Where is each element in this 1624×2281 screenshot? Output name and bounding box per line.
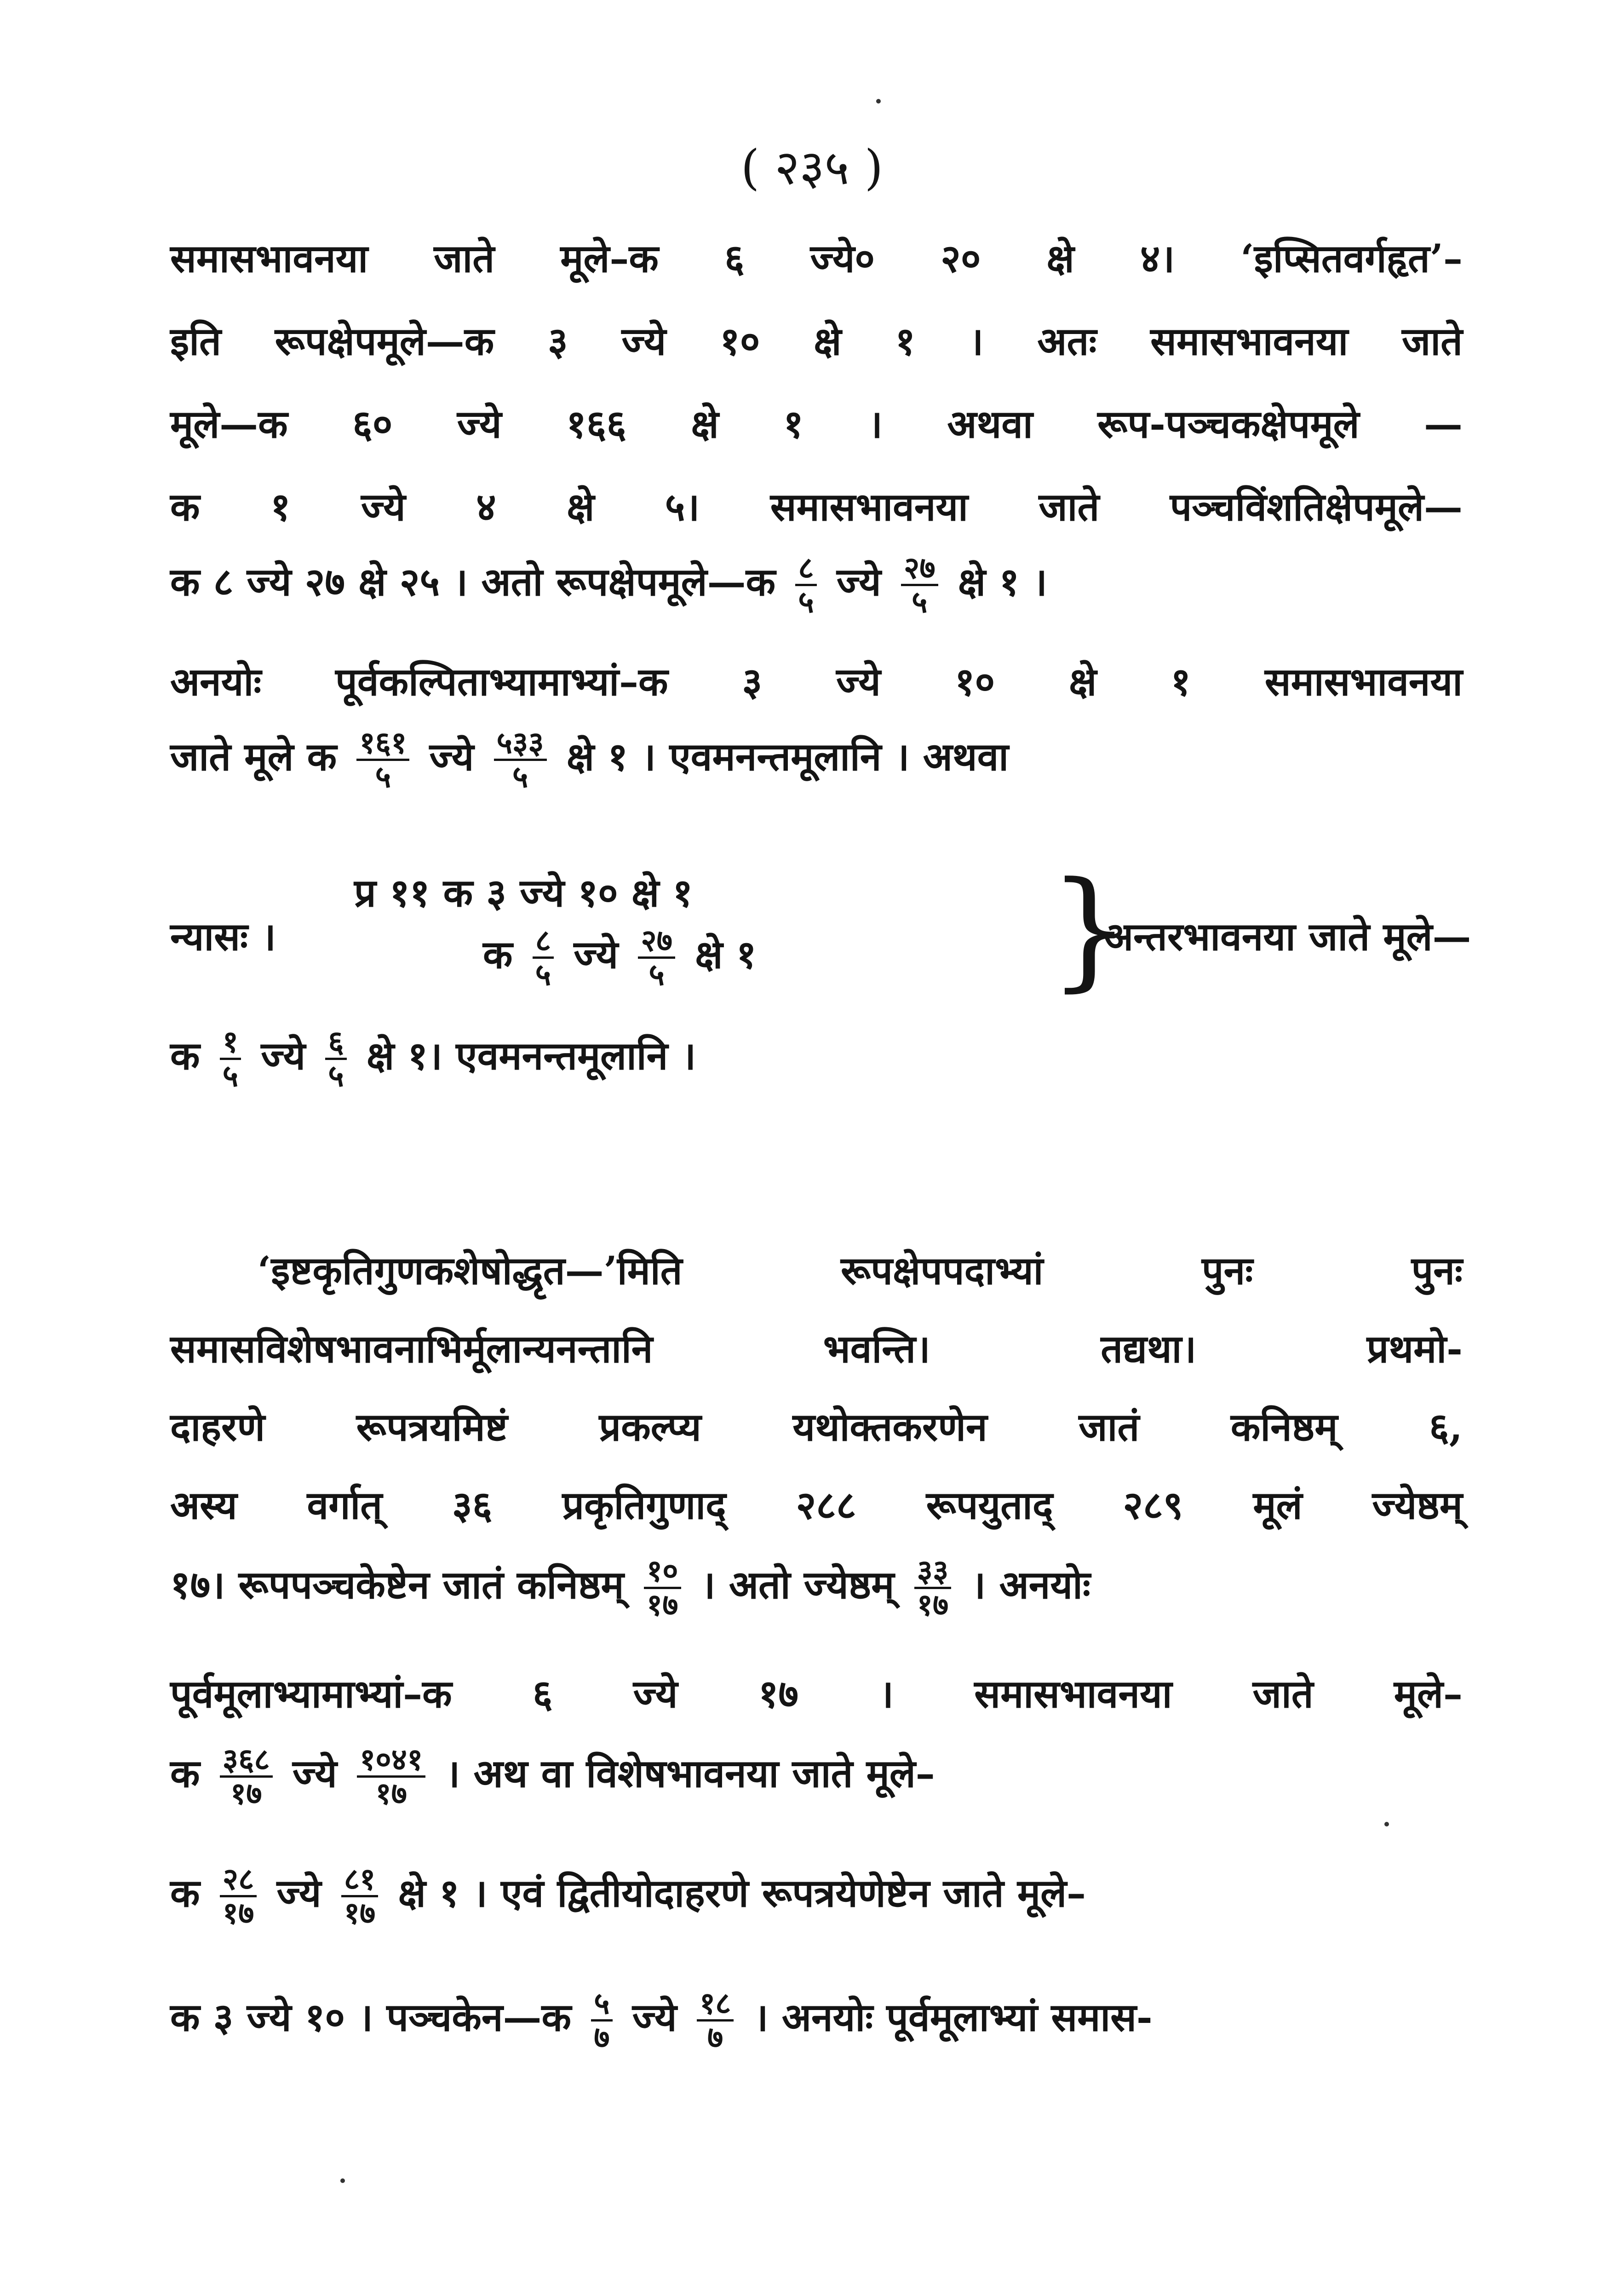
text-segment: क (170, 1032, 200, 1078)
nyasa-block (170, 854, 1471, 1004)
speck-mark (340, 2178, 345, 2183)
denominator: १७ (344, 1895, 376, 1931)
denominator: ५ (798, 584, 814, 620)
fraction (533, 922, 554, 993)
fraction (341, 1863, 379, 1930)
numerator: १८ (697, 1987, 734, 2022)
numerator: ३६८ (220, 1744, 273, 1778)
numerator: २८ (220, 1863, 257, 1897)
denominator: ५ (328, 1058, 344, 1094)
text-segment: ज्ये (292, 1750, 337, 1796)
speck-mark (876, 99, 881, 104)
text-line-with-fractions (170, 1741, 1463, 1812)
denominator: १७ (646, 1587, 678, 1623)
fraction (357, 1741, 425, 1812)
text-segment: १७। रूपपञ्चकेष्टेन जातं कनिष्ठम् (170, 1561, 624, 1607)
text-segment: क ३ ज्ये १० । पञ्चकेन—क (170, 1994, 571, 2040)
fraction (638, 922, 675, 993)
denominator: १७ (917, 1587, 949, 1623)
text-segment: क (170, 1870, 200, 1916)
text-segment: क्षे १ (695, 931, 757, 977)
text-segment: ज्ये (574, 931, 619, 977)
numerator: ८ (795, 552, 816, 586)
numerator: ३३ (914, 1555, 952, 1589)
fraction (901, 552, 938, 618)
text-line: मूले—क ६० ज्ये १६६ क्षे १ । अथवा रूप-पञ्चकक्षेपमूले — (170, 401, 1463, 447)
numerator: ५३३ (494, 727, 547, 761)
text-line: समासविशेषभावनाभिर्मूलान्यनन्तानि भवन्ति। तद्यथा। प्रथमो- (170, 1326, 1463, 1371)
text-line-with-fractions (170, 1863, 1463, 1930)
nyasa-label: न्यासः । (170, 914, 276, 959)
numerator: २७ (638, 925, 675, 959)
denominator: ५ (512, 759, 528, 795)
fraction (914, 1555, 952, 1621)
denominator: ५ (535, 956, 551, 993)
numerator: २७ (901, 552, 938, 586)
text-segment: । अनयोः पूर्वमूलाभ्यां समास- (753, 1994, 1153, 2040)
text-segment: । अतो ज्येष्ठम् (700, 1561, 895, 1607)
fraction (644, 1555, 681, 1621)
text-line: अस्य वर्गात् ३६ प्रकृतिगुणाद् २८८ रूपयुताद् २८९ मूलं ज्येष्ठम् (170, 1482, 1463, 1528)
text-segment: । अथ वा विशेषभावनया जाते मूले– (445, 1750, 935, 1796)
speck-mark (1384, 1822, 1389, 1826)
denominator: ७ (707, 2019, 723, 2056)
text-line: अनयोः पूर्वकल्पिताभ्यामाभ्यां–क ३ ज्ये १० क्षे १ समासभावनया (170, 659, 1463, 704)
denominator: ५ (375, 759, 391, 795)
fraction (220, 1863, 257, 1930)
text-segment: ज्ये (632, 1994, 677, 2040)
text-line: पूर्वमूलाभ्यामाभ्यां–क ६ ज्ये १७ । समासभावनया जाते मूले– (170, 1671, 1463, 1717)
numerator: ६ (325, 1026, 346, 1060)
text-segment: क्षे १ । (958, 559, 1048, 605)
numerator: १० (644, 1555, 681, 1589)
fraction (591, 1987, 612, 2054)
nyasa-row (483, 922, 757, 993)
text-segment: क्षे १ । एवं द्वितीयोदाहरणे रूपत्रयेणेष्टेन जाते मूले– (398, 1870, 1086, 1916)
denominator: ५ (222, 1058, 239, 1094)
text-segment: क्षे १। एवमनन्तमूलानि । (366, 1032, 696, 1078)
text-segment: क (483, 931, 513, 977)
text-line-with-fractions (170, 1026, 1463, 1092)
text-line-with-fractions (170, 552, 1463, 618)
brace-symbol: } (1049, 854, 1131, 1004)
text-segment: क (170, 1750, 200, 1796)
text-line-with-fractions (170, 1555, 1463, 1621)
text-segment: ज्ये (429, 733, 474, 779)
text-line-with-fractions (170, 727, 1463, 793)
text-segment: क्षे १ । एवमनन्तमूलानि । अथवा (566, 733, 1009, 779)
text-segment: ज्ये (836, 559, 881, 605)
text-segment: । अनयोः (971, 1561, 1090, 1607)
numerator: १०४१ (357, 1744, 425, 1778)
text-line: इति रूपक्षेपमूले—क ३ ज्ये १० क्षे १ । अतः समासभावनया जाते (170, 318, 1463, 364)
fraction (220, 1026, 241, 1092)
fraction (494, 727, 547, 793)
numerator: ५ (591, 1987, 612, 2022)
denominator: १७ (230, 1775, 262, 1812)
fraction (325, 1026, 346, 1092)
denominator: ७ (594, 2019, 610, 2056)
nyasa-row: प्र ११ क ३ ज्ये १० क्षे १ (354, 870, 693, 916)
text-segment: क ८ ज्ये २७ क्षे २५ । अतो रूपक्षेपमूले—क (170, 559, 776, 605)
page-number: ( २३५ ) (740, 139, 884, 196)
numerator: ८१ (341, 1863, 379, 1897)
numerator: १ (220, 1026, 241, 1060)
fraction (697, 1987, 734, 2054)
text-line: दाहरणे रूपत्रयमिष्टं प्रकल्प्य यथोक्तकरणेन जातं कनिष्ठम् ६, (170, 1404, 1463, 1450)
denominator: १७ (222, 1895, 254, 1931)
denominator: १७ (375, 1775, 407, 1812)
text-segment: ज्ये (261, 1032, 306, 1078)
fraction (356, 727, 409, 793)
fraction (795, 552, 816, 618)
numerator: १६१ (356, 727, 409, 761)
denominator: ५ (912, 584, 928, 620)
text-segment: ज्ये (276, 1870, 321, 1916)
numerator: ८ (533, 925, 554, 959)
text-line: क १ ज्ये ४ क्षे ५। समासभावनया जाते पञ्चविंशतिक्षेपमूले— (170, 484, 1463, 530)
text-line: समासभावनया जाते मूले–क ६ ज्ये० २० क्षे ४। ‘इप्सितवर्गहृत’– (170, 236, 1463, 281)
nyasa-tail: अन्तरभावनया जाते मूले— (1104, 914, 1471, 959)
text-line-with-fractions (170, 1987, 1463, 2054)
text-segment: जाते मूले क (170, 733, 337, 779)
text-line: ‘इष्टकृतिगुणकशेषोद्धृत—’मिति रूपक्षेपपदाभ्यां पुनः पुनः (258, 1248, 1463, 1293)
fraction (220, 1741, 273, 1812)
denominator: ५ (648, 956, 665, 993)
